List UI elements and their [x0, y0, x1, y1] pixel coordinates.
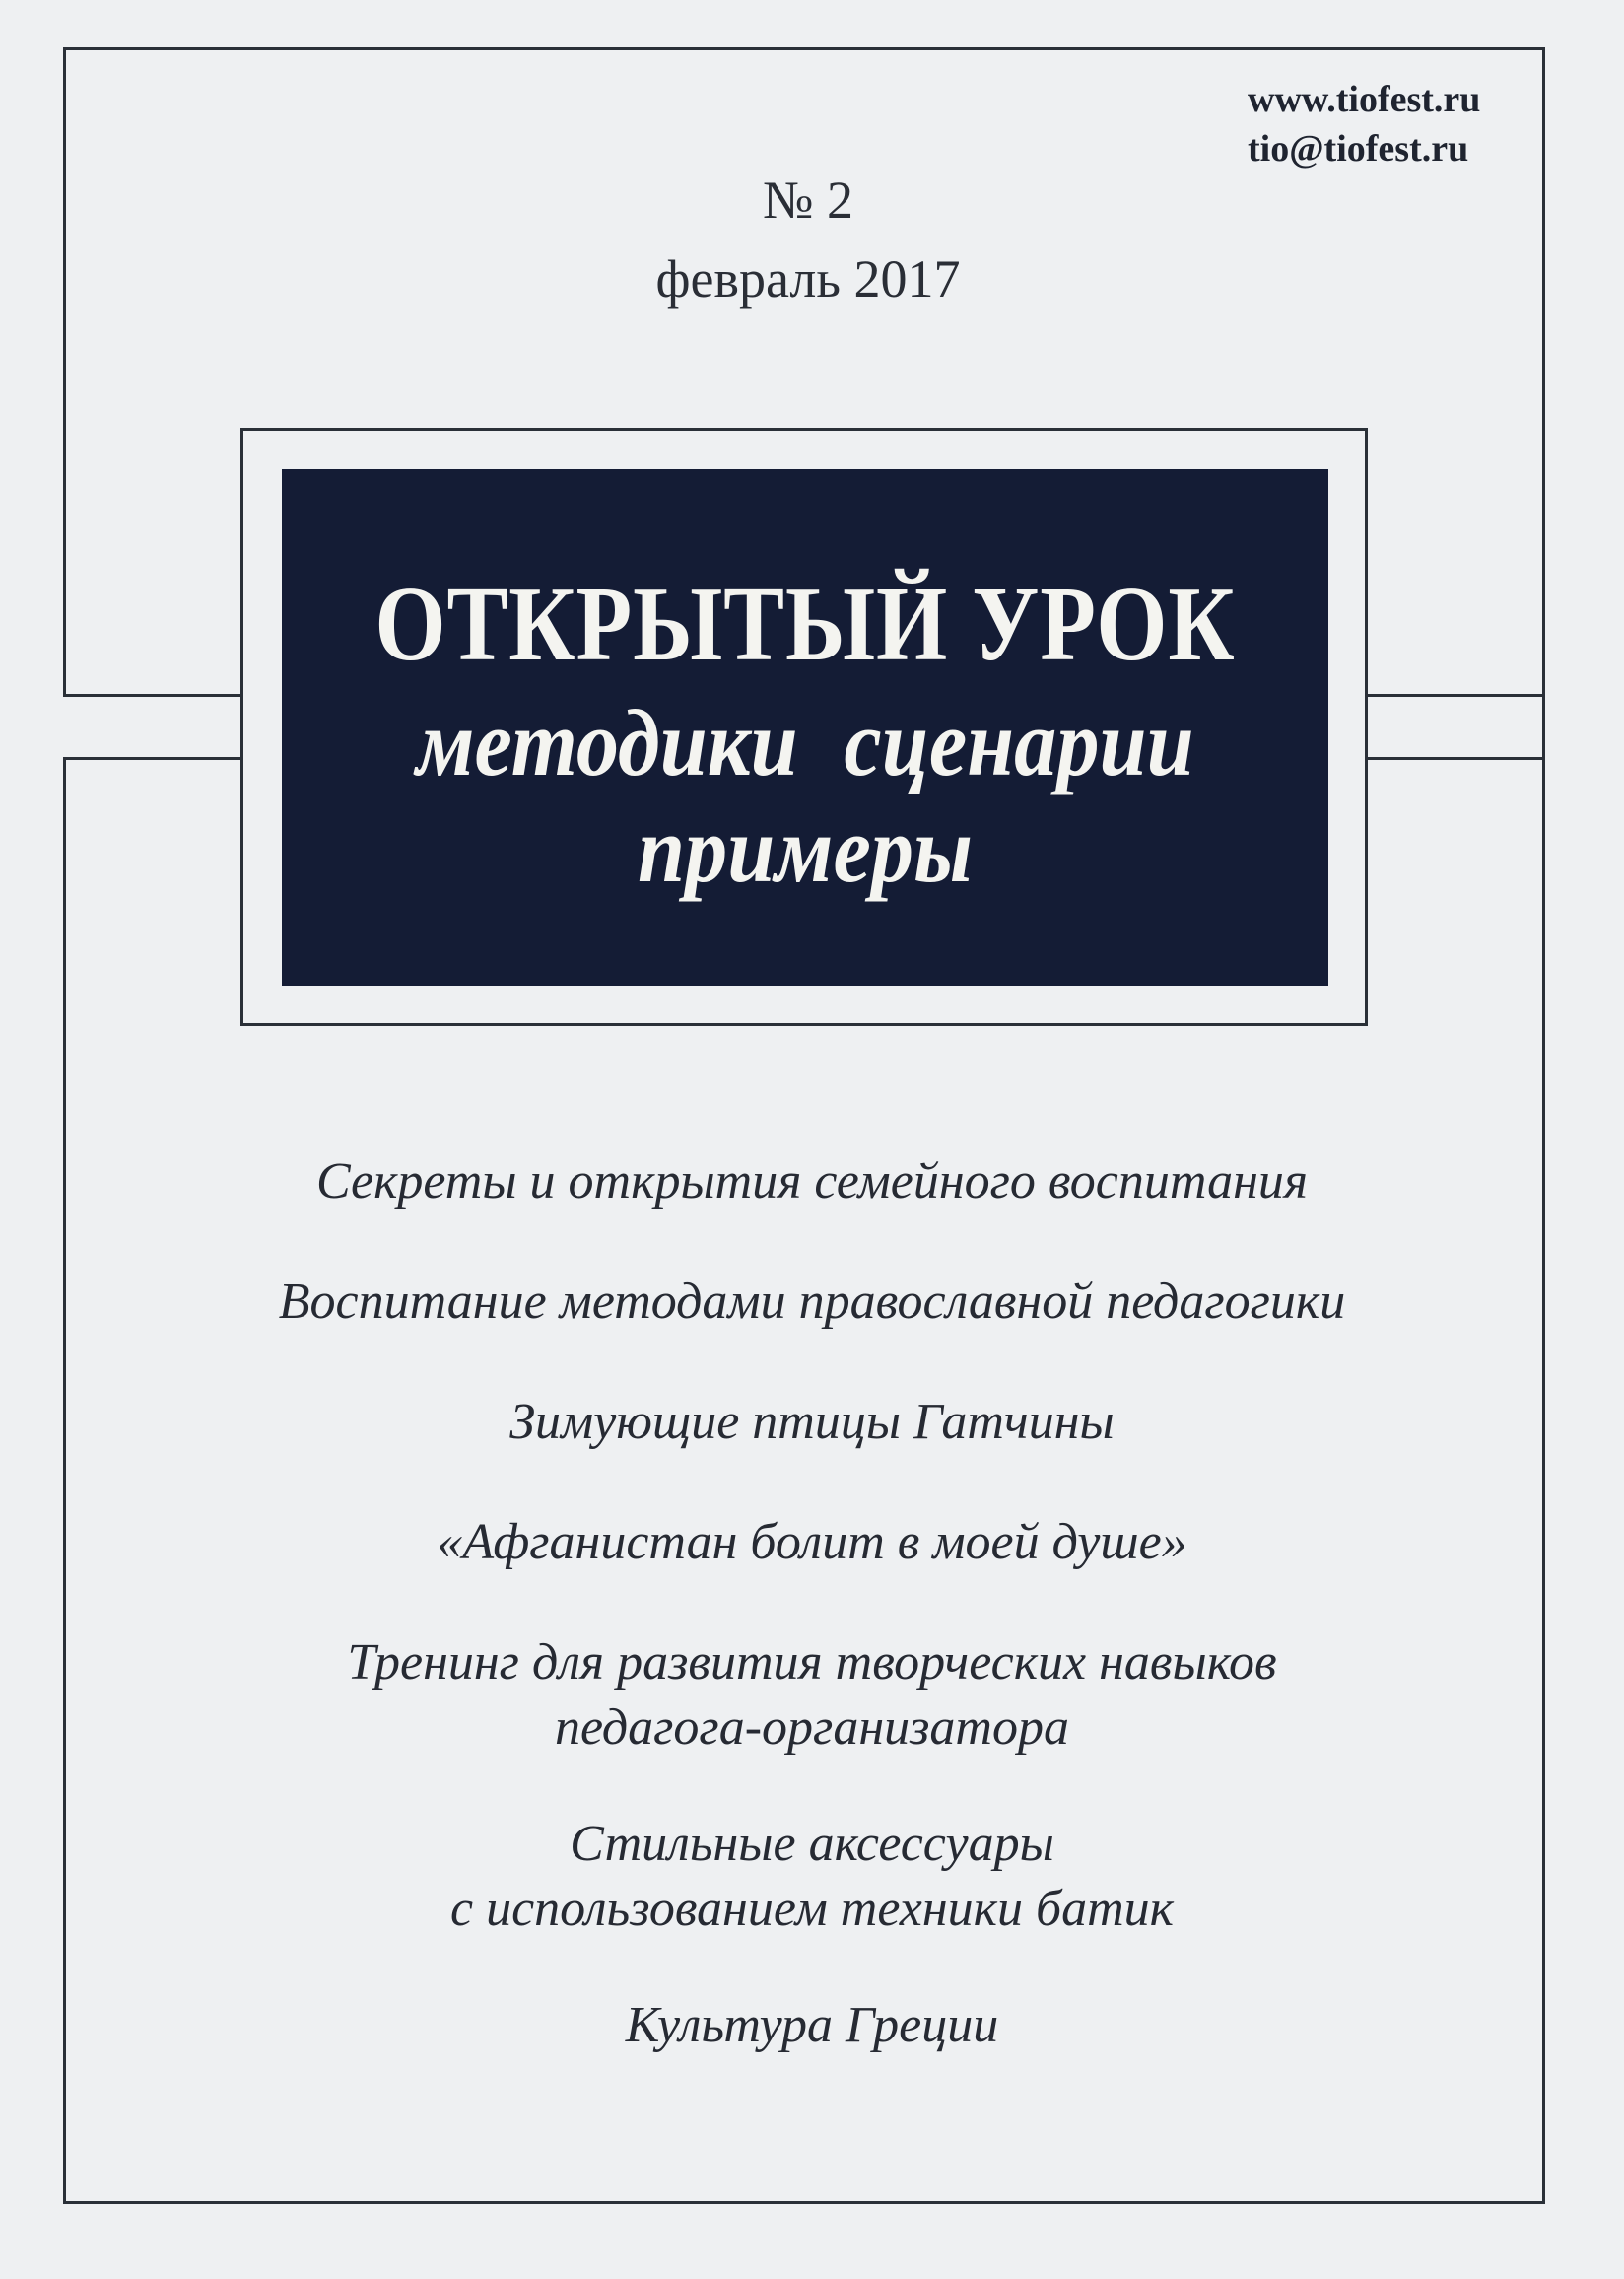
contents-item-line: с использованием техники батик — [450, 1881, 1174, 1937]
contents-item-line: Культура Греции — [625, 1997, 999, 2053]
website-link[interactable]: www.tiofest.ru — [1248, 79, 1481, 120]
title-box-right-line — [1365, 428, 1368, 1026]
frame-left-upper-line — [63, 47, 66, 696]
frame-left-lower-line — [63, 757, 66, 2204]
title-panel — [282, 469, 1328, 986]
contents-item — [138, 1149, 1486, 1214]
frame-top-line — [63, 47, 1545, 50]
title-box-left-line — [240, 428, 243, 1026]
email-link[interactable]: tio@tiofest.ru — [1248, 128, 1469, 170]
issue-date: февраль 2017 — [655, 249, 961, 309]
contents-item-line: Тренинг для развития творческих навыков — [347, 1634, 1277, 1691]
contents-item-line: педагога-организатора — [555, 1699, 1069, 1756]
frame-lower-right-horizontal — [1366, 757, 1545, 760]
frame-upper-right-horizontal — [1366, 694, 1545, 697]
contents-item-line: «Афганистан болит в моей душе» — [437, 1514, 1187, 1570]
contents-item — [138, 1812, 1486, 1942]
frame-upper-left-horizontal — [63, 694, 242, 697]
contents-item — [138, 1390, 1486, 1455]
contents-item-line: Стильные аксессуары — [570, 1816, 1054, 1872]
contents-item-line: Воспитание методами православной педагогики — [278, 1274, 1346, 1330]
frame-right-line — [1542, 47, 1545, 2204]
title-box-top-line — [240, 428, 1368, 431]
contents-item — [138, 1993, 1486, 2058]
contents-item — [138, 1630, 1486, 1761]
contents-item-line: Секреты и открытия семейного воспитания — [315, 1153, 1309, 1209]
magazine-subtitle-line1: методики сценарии — [416, 690, 1194, 795]
frame-bottom-line — [63, 2201, 1545, 2204]
contents-list — [138, 1149, 1486, 2113]
issue-number: № 2 — [762, 171, 854, 230]
contents-item — [138, 1270, 1486, 1335]
magazine-title: ОТКРЫТЫЙ УРОК — [374, 566, 1236, 683]
contents-item — [138, 1510, 1486, 1575]
magazine-subtitle-line2: примеры — [637, 796, 973, 902]
frame-lower-left-horizontal — [63, 757, 242, 760]
title-box-bottom-line — [240, 1023, 1368, 1026]
contacts-block — [1248, 75, 1543, 173]
contents-item-line: Зимующие птицы Гатчины — [509, 1394, 1115, 1450]
